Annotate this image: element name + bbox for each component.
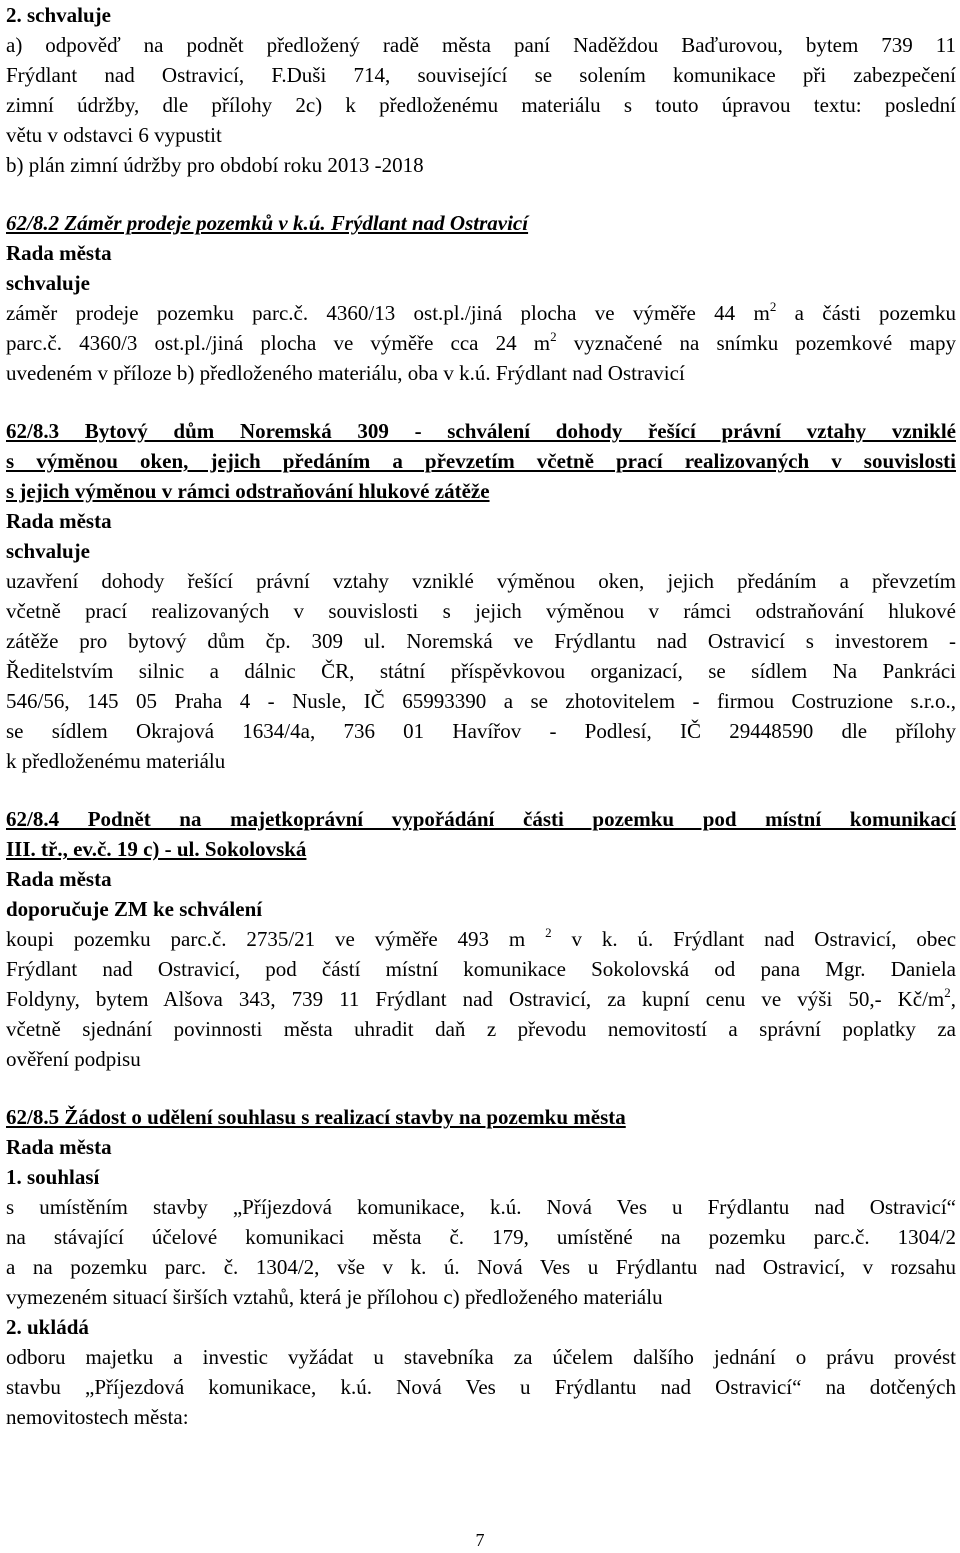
text-line: větu v odstavci 6 vypustit <box>6 123 222 147</box>
text-line: s umístěním stavby „Příjezdová komunikace, k.ú. Nová Ves u Frýdlantu nad Ostravicí“ <box>6 1195 956 1219</box>
text-line: nemovitostech města: <box>6 1405 189 1429</box>
text-line: Frýdlant nad Ostravicí, pod částí místní komunikace Sokolovská od pana Mgr. Daniela <box>6 957 956 981</box>
resolution-verb: schvaluje <box>6 271 90 295</box>
resolution-62-8-5 <box>6 1102 956 1432</box>
text-line: Ředitelstvím silnic a dálnic ČR, státní příspěvkovou organizací, se sídlem Na Pankráci <box>6 659 956 683</box>
text-line: koupi pozemku parc.č. 2735/21 ve výměře 493 m $^2$ v k. ú. Frýdlant nad Ostravicí, obec <box>6 925 957 951</box>
resolution-title: 62/8.5 Žádost o udělení souhlasu s realizací stavby na pozemku města <box>6 1105 626 1129</box>
page-number: 7 <box>475 1530 485 1550</box>
section-heading: 2. schvaluje <box>6 3 111 27</box>
text-line: Frýdlant nad Ostravicí, F.Duši 714, související se solením komunikace při zabezpečení <box>6 63 956 87</box>
text-line: zimní údržby, dle přílohy 2c) k předloženému materiálu s touto úpravou textu: poslední <box>6 93 956 117</box>
resolution-62-8-3 <box>6 416 956 776</box>
section-2 <box>6 0 956 180</box>
resolution-title: 62/8.3 Bytový dům Noremská 309 - schválení dohody řešící právní vztahy vzniklé <box>6 419 956 443</box>
resolution-62-8-2 <box>6 208 956 388</box>
text-line: včetně prací realizovaných v souvislosti s jejich výměnou v rámci odstraňování hlukové <box>6 599 956 623</box>
resolution-title: 62/8.2 Záměr prodeje pozemků v k.ú. Frýdlant nad Ostravicí <box>6 211 529 235</box>
resolution-title: s jejich výměnou v rámci odstraňování hlukové zátěže <box>6 479 490 503</box>
text-line: b) plán zimní údržby pro období roku 2013 -2018 <box>6 153 424 177</box>
resolution-title: III. tř., ev.č. 19 c) - ul. Sokolovská <box>6 837 307 861</box>
text-line: Foldyny, bytem Alšova 343, 739 11 Frýdlant nad Ostravicí, za kupní cenu ve výši 50,- $Kč/m^2$, <box>6 985 956 1011</box>
text-line: stavbu „Příjezdová komunikace, k.ú. Nová Ves u Frýdlantu nad Ostravicí“ na dotčených <box>6 1375 956 1399</box>
resolution-verb: 1. souhlasí <box>6 1165 100 1189</box>
resolution-62-8-4 <box>6 804 956 1074</box>
text-line: k předloženému materiálu <box>6 749 226 773</box>
text-line: uvedeném v příloze b) předloženého materiálu, oba v k.ú. Frýdlant nad Ostravicí <box>6 361 685 385</box>
text-line: včetně sjednání povinnosti města uhradit daň z převodu nemovitostí a správní poplatky za <box>6 1017 956 1041</box>
body-name: Rada města <box>6 241 112 265</box>
resolution-verb: 2. ukládá <box>6 1315 89 1339</box>
text-line: 546/56, 145 05 Praha 4 - Nusle, IČ 65993390 a se zhotovitelem - firmou Costruzione s.r.o., <box>6 689 956 713</box>
text-line: se sídlem Okrajová 1634/4a, 736 01 Havířov - Podlesí, IČ 29448590 dle přílohy <box>6 719 956 743</box>
body-name: Rada města <box>6 867 112 891</box>
text-line: ověření podpisu <box>6 1047 141 1071</box>
body-name: Rada města <box>6 509 112 533</box>
document-page <box>6 0 956 1432</box>
body-name: Rada města <box>6 1135 112 1159</box>
text-line: parc.č. 4360/3 ost.pl./jiná plocha ve výměře cca 24 $m^2$ vyznačené na snímku pozemkové mapy <box>6 329 957 355</box>
text-line: a) odpověď na podnět předložený radě města paní Naděždou Baďurovou, bytem 739 11 <box>6 33 956 57</box>
text-line: vymezeném situací širších vztahů, která je přílohou c) předloženého materiálu <box>6 1285 663 1309</box>
text-line: uzavření dohody řešící právní vztahy vzniklé výměnou oken, jejich předáním a převzetím <box>6 569 956 593</box>
resolution-verb: schvaluje <box>6 539 90 563</box>
text-line: a na pozemku parc. č. 1304/2, vše v k. ú. Nová Ves u Frýdlantu nad Ostravicí, v rozsahu <box>6 1255 956 1279</box>
text-line: odboru majetku a investic vyžádat u stavebníka za účelem dalšího jednání o právu provést <box>6 1345 956 1369</box>
resolution-verb: doporučuje ZM ke schválení <box>6 897 263 921</box>
text-line: zátěže pro bytový dům čp. 309 ul. Noremská ve Frýdlantu nad Ostravicí s investorem - <box>6 629 956 653</box>
text-line: záměr prodeje pozemku parc.č. 4360/13 ost.pl./jiná plocha ve výměře 44 $m^2$ a části pozemku <box>6 299 957 325</box>
text-line: na stávající účelové komunikaci města č. 179, umístěné na pozemku parc.č. 1304/2 <box>6 1225 956 1249</box>
resolution-title: 62/8.4 Podnět na majetkoprávní vypořádání části pozemku pod místní komunikací <box>6 807 956 831</box>
resolution-title: s výměnou oken, jejich předáním a převzetím včetně prací realizovaných v souvislosti <box>6 449 956 473</box>
